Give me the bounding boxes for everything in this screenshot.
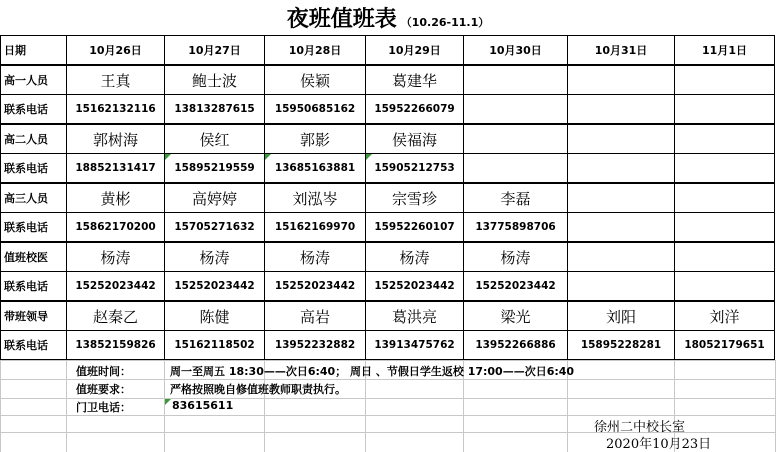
date-cell[interactable]: 10月31日 xyxy=(568,36,675,66)
staff-name-cell[interactable]: 葛建华 xyxy=(366,65,464,95)
roster-row xyxy=(1,242,775,272)
duty-req-text: 严格按照晚自修值班教师职责执行。 xyxy=(170,383,346,396)
roster-row xyxy=(1,124,775,154)
phone-cell[interactable]: 15952266079 xyxy=(366,95,464,125)
duty-time-text: 周一至周五 18:30——次日6:40； 周日 、节假日学生返校 17:00——次日6:40 xyxy=(170,365,575,378)
phone-cell[interactable]: 15162118502 xyxy=(165,331,265,361)
staff-name-cell[interactable]: 杨涛 xyxy=(165,242,265,272)
gridline xyxy=(66,360,67,452)
phone-cell[interactable] xyxy=(675,95,775,125)
staff-name-cell[interactable]: 刘阳 xyxy=(568,301,675,331)
header-row xyxy=(1,36,775,66)
row-label[interactable]: 高二人员 xyxy=(1,124,67,154)
roster-row xyxy=(1,154,775,184)
phone-cell[interactable]: 15950685162 xyxy=(265,95,366,125)
staff-name-cell[interactable]: 王真 xyxy=(67,65,165,95)
staff-name-cell[interactable]: 刘洋 xyxy=(675,301,775,331)
row-label[interactable]: 联系电话 xyxy=(1,154,67,184)
phone-cell[interactable]: 15895228281 xyxy=(568,331,675,361)
title-text: 夜班值班表 xyxy=(286,6,397,32)
phone-cell[interactable] xyxy=(464,95,568,125)
staff-name-cell[interactable]: 杨涛 xyxy=(366,242,464,272)
phone-cell[interactable]: 13952266886 xyxy=(464,331,568,361)
phone-cell[interactable]: 13775898706 xyxy=(464,213,568,243)
phone-cell[interactable] xyxy=(568,95,675,125)
phone-cell[interactable]: 15162132116 xyxy=(67,95,165,125)
date-range: （10.26-11.1） xyxy=(400,16,490,29)
phone-cell[interactable]: 13685163881 xyxy=(265,154,366,184)
header-label[interactable]: 日期 xyxy=(1,36,67,66)
gate-phone-label: 门卫电话： xyxy=(76,401,131,414)
staff-name-cell[interactable]: 郭树海 xyxy=(67,124,165,154)
phone-cell[interactable]: 15252023442 xyxy=(464,272,568,302)
staff-name-cell[interactable]: 葛洪亮 xyxy=(366,301,464,331)
staff-name-cell[interactable]: 杨涛 xyxy=(464,242,568,272)
row-label[interactable]: 联系电话 xyxy=(1,272,67,302)
staff-name-cell[interactable]: 郭影 xyxy=(265,124,366,154)
staff-name-cell[interactable] xyxy=(675,65,775,95)
staff-name-cell[interactable]: 赵秦乙 xyxy=(67,301,165,331)
staff-name-cell[interactable]: 杨涛 xyxy=(265,242,366,272)
row-label[interactable]: 联系电话 xyxy=(1,331,67,361)
phone-cell[interactable]: 13813287615 xyxy=(165,95,265,125)
staff-name-cell[interactable]: 杨涛 xyxy=(67,242,165,272)
phone-cell[interactable]: 15162169970 xyxy=(265,213,366,243)
gridline xyxy=(0,379,776,380)
roster-row xyxy=(1,95,775,125)
roster-row xyxy=(1,301,775,331)
staff-name-cell[interactable]: 高岩 xyxy=(265,301,366,331)
staff-name-cell[interactable]: 宗雪珍 xyxy=(366,183,464,213)
roster-row xyxy=(1,65,775,95)
staff-name-cell[interactable] xyxy=(675,183,775,213)
roster-row xyxy=(1,183,775,213)
staff-name-cell[interactable] xyxy=(568,183,675,213)
phone-cell[interactable]: 15905212753 xyxy=(366,154,464,184)
staff-name-cell[interactable] xyxy=(675,242,775,272)
phone-cell[interactable] xyxy=(568,272,675,302)
staff-name-cell[interactable]: 侯红 xyxy=(165,124,265,154)
comment-marker xyxy=(165,399,171,405)
phone-cell[interactable]: 15252023442 xyxy=(265,272,366,302)
row-label[interactable]: 联系电话 xyxy=(1,213,67,243)
staff-name-cell[interactable]: 刘泓岑 xyxy=(265,183,366,213)
phone-cell[interactable]: 13913475762 xyxy=(366,331,464,361)
staff-name-cell[interactable]: 梁光 xyxy=(464,301,568,331)
duty-req-label: 值班要求： xyxy=(76,383,131,396)
staff-name-cell[interactable]: 黄彬 xyxy=(67,183,165,213)
issuer-office: 徐州二中校长室 xyxy=(594,420,686,435)
phone-cell[interactable]: 13952232882 xyxy=(265,331,366,361)
row-label[interactable]: 联系电话 xyxy=(1,95,67,125)
phone-cell[interactable]: 15252023442 xyxy=(67,272,165,302)
staff-name-cell[interactable]: 侯福海 xyxy=(366,124,464,154)
phone-cell[interactable] xyxy=(675,272,775,302)
date-cell[interactable]: 10月26日 xyxy=(67,36,165,66)
phone-cell[interactable]: 18852131417 xyxy=(67,154,165,184)
phone-cell[interactable]: 15705271632 xyxy=(165,213,265,243)
staff-name-cell[interactable]: 鲍士波 xyxy=(165,65,265,95)
roster-table xyxy=(0,35,775,361)
roster-row xyxy=(1,331,775,361)
staff-name-cell[interactable]: 李磊 xyxy=(464,183,568,213)
issue-date: 2020年10月23日 xyxy=(606,437,712,452)
row-label[interactable]: 高三人员 xyxy=(1,183,67,213)
staff-name-cell[interactable] xyxy=(464,65,568,95)
staff-name-cell[interactable] xyxy=(568,65,675,95)
gridline xyxy=(0,360,1,452)
phone-cell[interactable] xyxy=(568,213,675,243)
phone-cell[interactable] xyxy=(568,154,675,184)
date-cell[interactable]: 10月29日 xyxy=(366,36,464,66)
gridline xyxy=(164,360,165,452)
roster-row xyxy=(1,272,775,302)
phone-cell[interactable]: 15952260107 xyxy=(366,213,464,243)
staff-name-cell[interactable] xyxy=(568,242,675,272)
row-label[interactable]: 高一人员 xyxy=(1,65,67,95)
gate-phone-number[interactable]: 83615611 xyxy=(172,399,234,412)
duty-time-label: 值班时间： xyxy=(76,365,131,378)
phone-cell[interactable]: 15862170200 xyxy=(67,213,165,243)
staff-name-cell[interactable]: 陈健 xyxy=(165,301,265,331)
row-label[interactable]: 带班领导 xyxy=(1,301,67,331)
date-cell[interactable]: 10月28日 xyxy=(265,36,366,66)
phone-cell[interactable]: 13852159826 xyxy=(67,331,165,361)
phone-cell[interactable] xyxy=(675,213,775,243)
roster-title xyxy=(0,2,776,34)
phone-cell[interactable]: 18052179651 xyxy=(675,331,775,361)
roster-row xyxy=(1,213,775,243)
gridline xyxy=(0,360,776,361)
roster-body xyxy=(1,36,775,361)
date-cell[interactable]: 10月27日 xyxy=(165,36,265,66)
staff-name-cell[interactable] xyxy=(464,124,568,154)
footer-area xyxy=(0,360,776,452)
row-label[interactable]: 值班校医 xyxy=(1,242,67,272)
date-cell[interactable]: 11月1日 xyxy=(675,36,775,66)
phone-cell[interactable] xyxy=(675,154,775,184)
staff-name-cell[interactable]: 侯颖 xyxy=(265,65,366,95)
phone-cell[interactable]: 15252023442 xyxy=(165,272,265,302)
phone-cell[interactable]: 15252023442 xyxy=(366,272,464,302)
staff-name-cell[interactable]: 高婷婷 xyxy=(165,183,265,213)
date-cell[interactable]: 10月30日 xyxy=(464,36,568,66)
phone-cell[interactable] xyxy=(464,154,568,184)
phone-cell[interactable]: 15895219559 xyxy=(165,154,265,184)
staff-name-cell[interactable] xyxy=(675,124,775,154)
staff-name-cell[interactable] xyxy=(568,124,675,154)
